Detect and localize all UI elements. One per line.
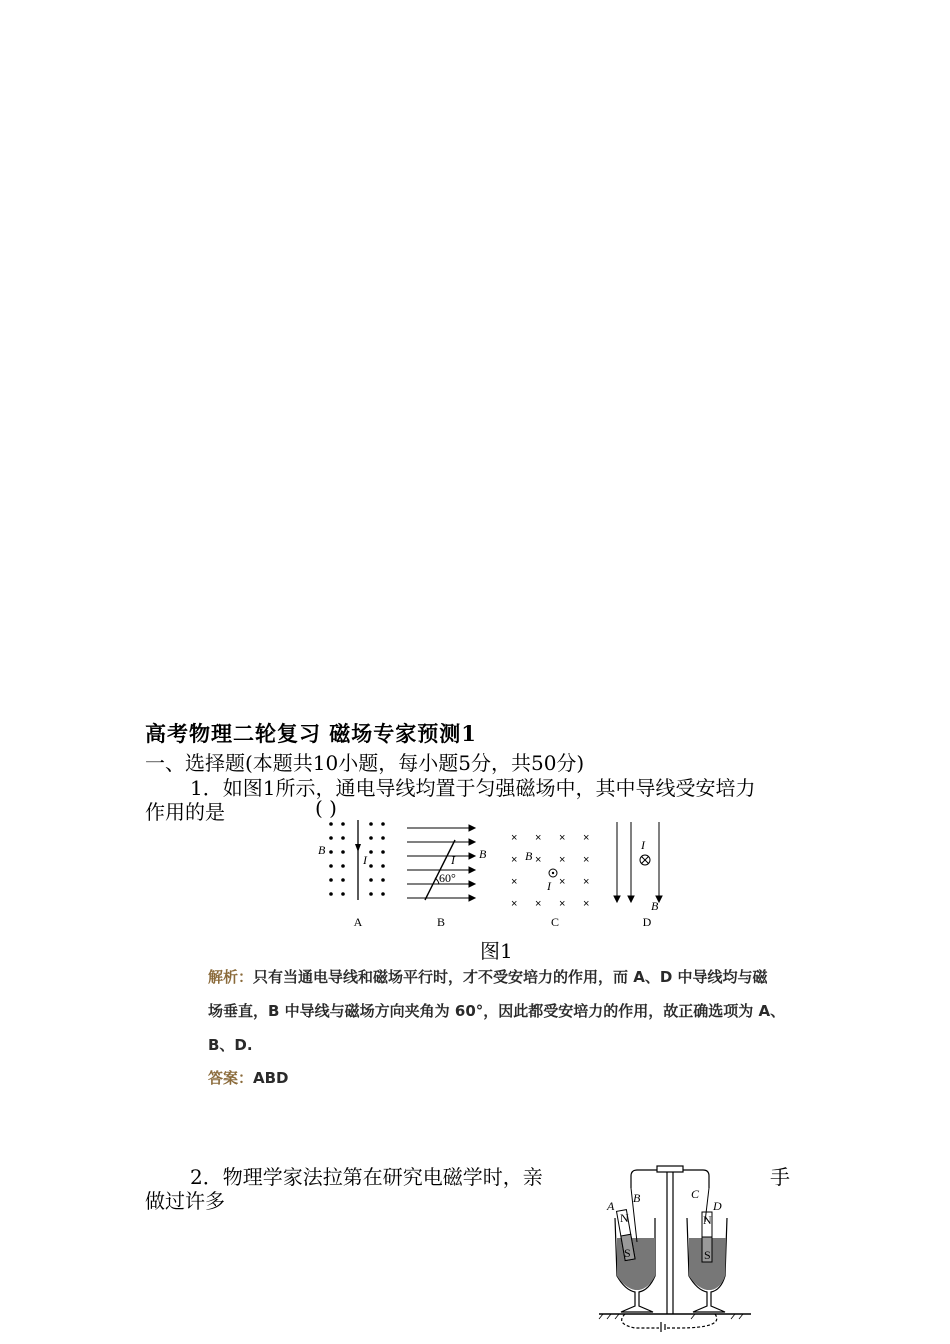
svg-text:×: ×	[535, 898, 542, 910]
faraday-apparatus-figure	[595, 1162, 755, 1334]
panel-b-angle-label: 60°	[439, 871, 456, 885]
svg-text:×: ×	[511, 898, 518, 910]
label-a: A	[607, 1199, 615, 1213]
panel-d-diagram	[614, 822, 662, 902]
panel-a-diagram	[318, 820, 385, 900]
figure-1	[315, 818, 675, 933]
right-magnet-n: N	[703, 1213, 712, 1227]
question-2-line-1-end: 手	[770, 1165, 790, 1189]
panel-b-b-label: B	[479, 847, 487, 861]
analysis-line-2: 场垂直，B 中导线与磁场方向夹角为 60°，因此都受安培力的作用，故正确选项为 A、	[208, 1002, 786, 1020]
panel-label-a: A	[353, 915, 363, 929]
answer-value: ABD	[253, 1069, 289, 1087]
label-b: B	[633, 1191, 641, 1205]
answer-head: 答案：	[208, 1069, 254, 1087]
section-heading: 一、选择题(本题共10小题，每小题5分，共50分)	[145, 751, 585, 775]
svg-text:×: ×	[535, 854, 542, 866]
answer-line	[208, 1067, 289, 1088]
svg-text:×: ×	[583, 898, 590, 910]
answer-bracket: ( )	[315, 796, 337, 820]
svg-text:×: ×	[511, 854, 518, 866]
panel-a-i-label: I	[363, 853, 367, 867]
panel-a-b-label: B	[318, 843, 326, 857]
svg-text:×: ×	[583, 854, 590, 866]
analysis-line-1	[208, 966, 768, 987]
svg-text:×: ×	[559, 898, 566, 910]
question-2-line-1: 2．物理学家法拉第在研究电磁学时，亲	[190, 1165, 543, 1189]
left-magnet-n: N	[620, 1211, 629, 1225]
page-title: 高考物理二轮复习 磁场专家预测1	[145, 721, 477, 746]
right-magnet-s: S	[704, 1248, 711, 1262]
panel-label-b: B	[436, 915, 446, 929]
svg-text:×: ×	[511, 832, 518, 844]
svg-text:×: ×	[559, 832, 566, 844]
panel-c-b-label: B	[525, 849, 533, 863]
panel-d-b-label: B	[651, 899, 659, 913]
svg-text:×: ×	[535, 832, 542, 844]
analysis-head: 解析：	[208, 968, 254, 986]
question-2-line-2: 做过许多	[145, 1189, 225, 1213]
svg-text:×: ×	[583, 832, 590, 844]
question-1-line-1: 1．如图1所示，通电导线均置于匀强磁场中，其中导线受安培力	[190, 776, 756, 800]
panel-c-i-label: I	[547, 879, 551, 893]
panel-b-i-label: I	[451, 853, 455, 867]
analysis-line-3: B、D.	[208, 1036, 253, 1054]
label-d: D	[713, 1199, 722, 1213]
figure-1-caption: 图1	[480, 939, 513, 963]
panel-c-diagram	[511, 832, 589, 910]
panel-d-i-label: I	[641, 838, 645, 852]
svg-text:×: ×	[559, 876, 566, 888]
analysis-text-1: 只有当通电导线和磁场平行时，才不受安培力的作用，而 A、D 中导线均与磁	[253, 968, 768, 986]
panel-label-c: C	[550, 915, 560, 929]
left-magnet-s: S	[624, 1246, 631, 1260]
svg-text:×: ×	[559, 854, 566, 866]
label-c: C	[691, 1187, 700, 1201]
panel-label-d: D	[642, 915, 652, 929]
svg-text:×: ×	[583, 876, 590, 888]
question-1-line-2: 作用的是	[145, 800, 225, 824]
panel-b-diagram	[407, 825, 475, 901]
svg-text:×: ×	[511, 876, 518, 888]
